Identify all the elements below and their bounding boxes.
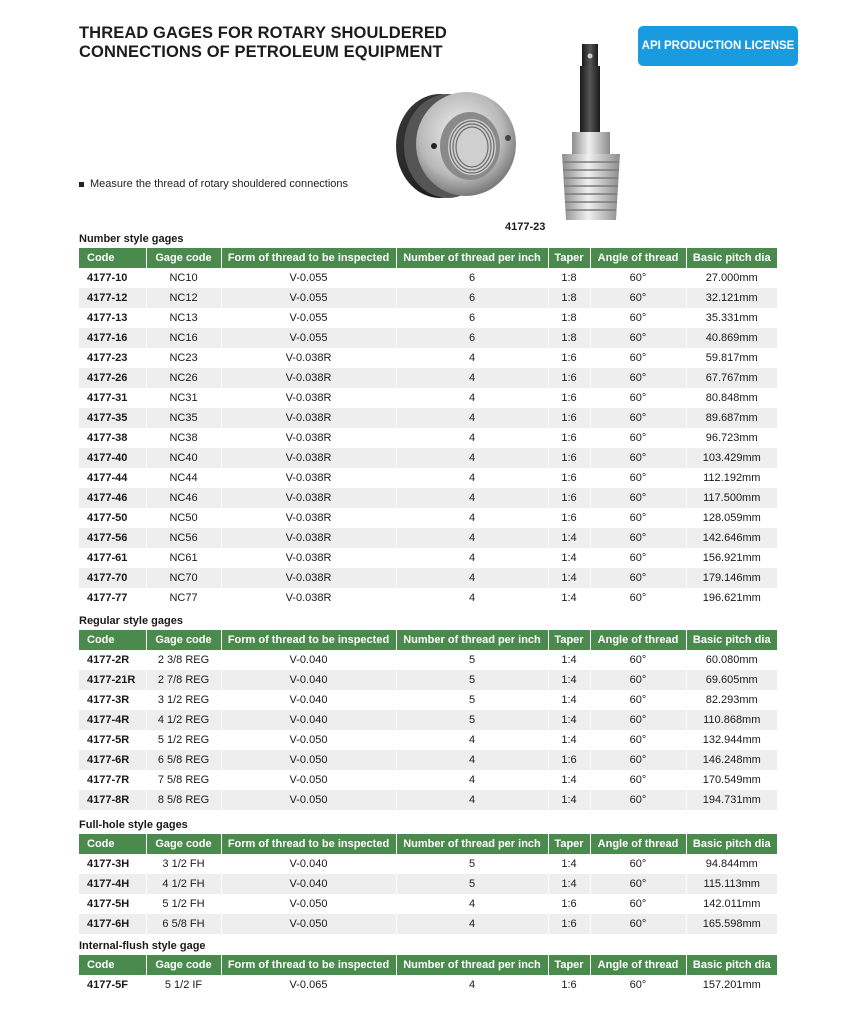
feature-bullet (79, 178, 348, 190)
threads-per-inch-cell: 4 (396, 448, 548, 468)
threads-per-inch-cell: 5 (396, 710, 548, 730)
threads-per-inch-cell: 6 (396, 308, 548, 328)
thread-angle-cell: 60° (590, 854, 686, 874)
thread-form-cell: V-0.038R (221, 428, 396, 448)
code-cell: 4177-70 (79, 568, 146, 588)
column-header-pitch-dia: Basic pitch dia (686, 630, 777, 650)
pitch-dia-cell: 112.192mm (686, 468, 777, 488)
thread-angle-cell: 60° (590, 790, 686, 810)
table-row (79, 368, 777, 388)
taper-cell: 1:4 (548, 790, 590, 810)
thread-angle-cell: 60° (590, 268, 686, 288)
feature-bullet-text: Measure the thread of rotary shouldered connections (90, 178, 349, 190)
gage-code-cell: 4 1/2 REG (146, 710, 221, 730)
pitch-dia-cell: 117.500mm (686, 488, 777, 508)
taper-cell: 1:4 (548, 650, 590, 670)
taper-cell: 1:8 (548, 308, 590, 328)
pitch-dia-cell: 170.549mm (686, 770, 777, 790)
table-row (79, 388, 777, 408)
table-row (79, 588, 777, 608)
gage-code-cell: NC77 (146, 588, 221, 608)
ring-gage-photo (388, 86, 523, 204)
column-header-code: Code (79, 630, 146, 650)
gage-code-cell: NC61 (146, 548, 221, 568)
threads-per-inch-cell: 4 (396, 790, 548, 810)
thread-angle-cell: 60° (590, 288, 686, 308)
thread-angle-cell: 60° (590, 468, 686, 488)
table-row (79, 650, 777, 670)
table-regular-style-gages (79, 630, 777, 810)
taper-cell: 1:6 (548, 894, 590, 914)
threads-per-inch-cell: 4 (396, 568, 548, 588)
code-cell: 4177-8R (79, 790, 146, 810)
threads-per-inch-cell: 4 (396, 750, 548, 770)
code-cell: 4177-5R (79, 730, 146, 750)
table-row (79, 690, 777, 710)
column-header-thread-angle: Angle of thread (590, 630, 686, 650)
pitch-dia-cell: 103.429mm (686, 448, 777, 468)
code-cell: 4177-40 (79, 448, 146, 468)
code-cell: 4177-61 (79, 548, 146, 568)
column-header-gage-code: Gage code (146, 630, 221, 650)
thread-form-cell: V-0.050 (221, 914, 396, 934)
table-header-row (79, 834, 777, 854)
code-cell: 4177-56 (79, 528, 146, 548)
taper-cell: 1:6 (548, 388, 590, 408)
column-header-taper: Taper (548, 834, 590, 854)
table-row (79, 548, 777, 568)
thread-angle-cell: 60° (590, 328, 686, 348)
threads-per-inch-cell: 4 (396, 548, 548, 568)
column-header-pitch-dia: Basic pitch dia (686, 834, 777, 854)
table-row (79, 710, 777, 730)
thread-angle-cell: 60° (590, 568, 686, 588)
threads-per-inch-cell: 5 (396, 690, 548, 710)
pitch-dia-cell: 128.059mm (686, 508, 777, 528)
taper-cell: 1:4 (548, 854, 590, 874)
gage-code-cell: 5 1/2 REG (146, 730, 221, 750)
table-row (79, 508, 777, 528)
pitch-dia-cell: 80.848mm (686, 388, 777, 408)
taper-cell: 1:4 (548, 690, 590, 710)
taper-cell: 1:6 (548, 428, 590, 448)
threads-per-inch-cell: 6 (396, 268, 548, 288)
threads-per-inch-cell: 4 (396, 428, 548, 448)
code-cell: 4177-44 (79, 468, 146, 488)
threads-per-inch-cell: 6 (396, 328, 548, 348)
thread-angle-cell: 60° (590, 690, 686, 710)
column-header-threads-per-inch: Number of thread per inch (396, 248, 548, 268)
column-header-thread-angle: Angle of thread (590, 955, 686, 975)
bullet-square-icon (79, 182, 84, 187)
column-header-pitch-dia: Basic pitch dia (686, 955, 777, 975)
thread-angle-cell: 60° (590, 710, 686, 730)
gage-code-cell: 5 1/2 FH (146, 894, 221, 914)
thread-form-cell: V-0.040 (221, 650, 396, 670)
threads-per-inch-cell: 4 (396, 528, 548, 548)
gage-code-cell: NC13 (146, 308, 221, 328)
thread-form-cell: V-0.050 (221, 770, 396, 790)
thread-angle-cell: 60° (590, 528, 686, 548)
pitch-dia-cell: 110.868mm (686, 710, 777, 730)
thread-form-cell: V-0.050 (221, 730, 396, 750)
column-header-thread-form: Form of thread to be inspected (221, 955, 396, 975)
table-row (79, 348, 777, 368)
column-header-code: Code (79, 248, 146, 268)
gage-code-cell: NC12 (146, 288, 221, 308)
threads-per-inch-cell: 4 (396, 975, 548, 995)
code-cell: 4177-12 (79, 288, 146, 308)
gage-code-cell: NC46 (146, 488, 221, 508)
gage-code-cell: NC56 (146, 528, 221, 548)
threads-per-inch-cell: 4 (396, 488, 548, 508)
thread-form-cell: V-0.038R (221, 548, 396, 568)
thread-angle-cell: 60° (590, 388, 686, 408)
threads-per-inch-cell: 4 (396, 368, 548, 388)
code-cell: 4177-3R (79, 690, 146, 710)
column-header-thread-form: Form of thread to be inspected (221, 630, 396, 650)
taper-cell: 1:6 (548, 750, 590, 770)
pitch-dia-cell: 94.844mm (686, 854, 777, 874)
page-title (79, 24, 499, 62)
column-header-code: Code (79, 955, 146, 975)
code-cell: 4177-77 (79, 588, 146, 608)
column-header-taper: Taper (548, 955, 590, 975)
taper-cell: 1:8 (548, 268, 590, 288)
pitch-dia-cell: 27.000mm (686, 268, 777, 288)
threads-per-inch-cell: 4 (396, 468, 548, 488)
thread-angle-cell: 60° (590, 488, 686, 508)
taper-cell: 1:4 (548, 874, 590, 894)
thread-angle-cell: 60° (590, 670, 686, 690)
code-cell: 4177-46 (79, 488, 146, 508)
gage-code-cell: 5 1/2 IF (146, 975, 221, 995)
code-cell: 4177-3H (79, 854, 146, 874)
threads-per-inch-cell: 4 (396, 348, 548, 368)
pitch-dia-cell: 60.080mm (686, 650, 777, 670)
table-row (79, 914, 777, 934)
pitch-dia-cell: 89.687mm (686, 408, 777, 428)
threads-per-inch-cell: 4 (396, 388, 548, 408)
taper-cell: 1:4 (548, 548, 590, 568)
column-header-threads-per-inch: Number of thread per inch (396, 834, 548, 854)
thread-form-cell: V-0.040 (221, 690, 396, 710)
threads-per-inch-cell: 4 (396, 508, 548, 528)
taper-cell: 1:4 (548, 670, 590, 690)
table-row (79, 328, 777, 348)
code-cell: 4177-38 (79, 428, 146, 448)
thread-angle-cell: 60° (590, 975, 686, 995)
pitch-dia-cell: 157.201mm (686, 975, 777, 995)
thread-angle-cell: 60° (590, 730, 686, 750)
taper-cell: 1:6 (548, 914, 590, 934)
thread-form-cell: V-0.050 (221, 790, 396, 810)
thread-form-cell: V-0.040 (221, 710, 396, 730)
column-header-thread-angle: Angle of thread (590, 248, 686, 268)
pitch-dia-cell: 142.011mm (686, 894, 777, 914)
page-title-line-2: CONNECTIONS OF PETROLEUM EQUIPMENT (79, 43, 443, 61)
pitch-dia-cell: 142.646mm (686, 528, 777, 548)
table-row (79, 770, 777, 790)
thread-angle-cell: 60° (590, 914, 686, 934)
thread-form-cell: V-0.038R (221, 468, 396, 488)
thread-angle-cell: 60° (590, 428, 686, 448)
code-cell: 4177-26 (79, 368, 146, 388)
gage-code-cell: NC70 (146, 568, 221, 588)
table-number-style-gages (79, 248, 777, 608)
code-cell: 4177-16 (79, 328, 146, 348)
thread-form-cell: V-0.038R (221, 568, 396, 588)
taper-cell: 1:4 (548, 770, 590, 790)
column-header-thread-angle: Angle of thread (590, 834, 686, 854)
thread-form-cell: V-0.038R (221, 368, 396, 388)
taper-cell: 1:4 (548, 588, 590, 608)
gage-code-cell: NC40 (146, 448, 221, 468)
column-header-threads-per-inch: Number of thread per inch (396, 630, 548, 650)
gage-code-cell: NC10 (146, 268, 221, 288)
thread-form-cell: V-0.038R (221, 528, 396, 548)
taper-cell: 1:6 (548, 975, 590, 995)
pitch-dia-cell: 132.944mm (686, 730, 777, 750)
code-cell: 4177-13 (79, 308, 146, 328)
thread-angle-cell: 60° (590, 308, 686, 328)
threads-per-inch-cell: 5 (396, 670, 548, 690)
thread-angle-cell: 60° (590, 750, 686, 770)
code-cell: 4177-4R (79, 710, 146, 730)
section-title-regular-style: Regular style gages (79, 615, 183, 627)
pitch-dia-cell: 146.248mm (686, 750, 777, 770)
pitch-dia-cell: 59.817mm (686, 348, 777, 368)
column-header-thread-form: Form of thread to be inspected (221, 248, 396, 268)
table-row (79, 854, 777, 874)
table-header-row (79, 248, 777, 268)
threads-per-inch-cell: 6 (396, 288, 548, 308)
thread-form-cell: V-0.038R (221, 408, 396, 428)
taper-cell: 1:6 (548, 488, 590, 508)
threads-per-inch-cell: 4 (396, 730, 548, 750)
table-row (79, 975, 777, 995)
table-row (79, 874, 777, 894)
column-header-threads-per-inch: Number of thread per inch (396, 955, 548, 975)
table-row (79, 308, 777, 328)
pitch-dia-cell: 96.723mm (686, 428, 777, 448)
code-cell: 4177-6H (79, 914, 146, 934)
code-cell: 4177-6R (79, 750, 146, 770)
thread-form-cell: V-0.038R (221, 588, 396, 608)
code-cell: 4177-5H (79, 894, 146, 914)
column-header-thread-form: Form of thread to be inspected (221, 834, 396, 854)
gage-code-cell: 4 1/2 FH (146, 874, 221, 894)
threads-per-inch-cell: 5 (396, 650, 548, 670)
thread-form-cell: V-0.055 (221, 268, 396, 288)
gage-code-cell: NC26 (146, 368, 221, 388)
pitch-dia-cell: 40.869mm (686, 328, 777, 348)
table-row (79, 468, 777, 488)
table-row (79, 730, 777, 750)
code-cell: 4177-31 (79, 388, 146, 408)
column-header-gage-code: Gage code (146, 248, 221, 268)
table-row (79, 448, 777, 468)
table-row (79, 288, 777, 308)
thread-form-cell: V-0.040 (221, 670, 396, 690)
page-title-line-1: THREAD GAGES FOR ROTARY SHOULDERED (79, 24, 447, 42)
gage-code-cell: NC31 (146, 388, 221, 408)
table-row (79, 408, 777, 428)
section-title-number-style: Number style gages (79, 233, 184, 245)
taper-cell: 1:4 (548, 730, 590, 750)
taper-cell: 1:6 (548, 348, 590, 368)
section-title-internal-flush-style: Internal-flush style gage (79, 940, 206, 952)
thread-form-cell: V-0.038R (221, 488, 396, 508)
taper-cell: 1:6 (548, 468, 590, 488)
threads-per-inch-cell: 4 (396, 408, 548, 428)
pitch-dia-cell: 35.331mm (686, 308, 777, 328)
table-full-hole-style-gages (79, 834, 777, 934)
thread-form-cell: V-0.040 (221, 854, 396, 874)
table-row (79, 568, 777, 588)
thread-angle-cell: 60° (590, 874, 686, 894)
thread-angle-cell: 60° (590, 348, 686, 368)
gage-code-cell: NC16 (146, 328, 221, 348)
gage-code-cell: 3 1/2 FH (146, 854, 221, 874)
gage-code-cell: NC50 (146, 508, 221, 528)
taper-cell: 1:8 (548, 328, 590, 348)
gage-code-cell: 7 5/8 REG (146, 770, 221, 790)
table-row (79, 790, 777, 810)
pitch-dia-cell: 194.731mm (686, 790, 777, 810)
thread-angle-cell: 60° (590, 548, 686, 568)
taper-cell: 1:4 (548, 568, 590, 588)
threads-per-inch-cell: 4 (396, 588, 548, 608)
code-cell: 4177-2R (79, 650, 146, 670)
taper-cell: 1:4 (548, 710, 590, 730)
taper-cell: 1:6 (548, 408, 590, 428)
taper-cell: 1:6 (548, 368, 590, 388)
code-cell: 4177-4H (79, 874, 146, 894)
table-internal-flush-style-gage (79, 955, 777, 995)
gage-code-cell: 6 5/8 FH (146, 914, 221, 934)
pitch-dia-cell: 165.598mm (686, 914, 777, 934)
pitch-dia-cell: 156.921mm (686, 548, 777, 568)
table-row (79, 268, 777, 288)
taper-cell: 1:6 (548, 448, 590, 468)
column-header-taper: Taper (548, 248, 590, 268)
thread-form-cell: V-0.038R (221, 508, 396, 528)
thread-angle-cell: 60° (590, 650, 686, 670)
thread-angle-cell: 60° (590, 448, 686, 468)
thread-angle-cell: 60° (590, 508, 686, 528)
gage-code-cell: NC44 (146, 468, 221, 488)
thread-form-cell: V-0.038R (221, 348, 396, 368)
threads-per-inch-cell: 4 (396, 914, 548, 934)
thread-form-cell: V-0.038R (221, 448, 396, 468)
threads-per-inch-cell: 4 (396, 894, 548, 914)
thread-form-cell: V-0.055 (221, 328, 396, 348)
thread-form-cell: V-0.055 (221, 308, 396, 328)
code-cell: 4177-35 (79, 408, 146, 428)
code-cell: 4177-23 (79, 348, 146, 368)
gage-code-cell: 6 5/8 REG (146, 750, 221, 770)
threads-per-inch-cell: 4 (396, 770, 548, 790)
thread-form-cell: V-0.065 (221, 975, 396, 995)
plug-gage-photo (550, 44, 632, 222)
threads-per-inch-cell: 5 (396, 874, 548, 894)
thread-form-cell: V-0.040 (221, 874, 396, 894)
table-row (79, 894, 777, 914)
thread-angle-cell: 60° (590, 368, 686, 388)
column-header-gage-code: Gage code (146, 955, 221, 975)
table-row (79, 528, 777, 548)
table-row (79, 750, 777, 770)
gage-code-cell: 8 5/8 REG (146, 790, 221, 810)
code-cell: 4177-10 (79, 268, 146, 288)
pitch-dia-cell: 115.113mm (686, 874, 777, 894)
code-cell: 4177-50 (79, 508, 146, 528)
api-production-license-badge: API PRODUCTION LICENSE (638, 26, 798, 66)
pitch-dia-cell: 67.767mm (686, 368, 777, 388)
table-row (79, 670, 777, 690)
column-header-gage-code: Gage code (146, 834, 221, 854)
pitch-dia-cell: 179.146mm (686, 568, 777, 588)
thread-angle-cell: 60° (590, 894, 686, 914)
thread-form-cell: V-0.050 (221, 750, 396, 770)
pitch-dia-cell: 196.621mm (686, 588, 777, 608)
code-cell: 4177-5F (79, 975, 146, 995)
pitch-dia-cell: 82.293mm (686, 690, 777, 710)
section-title-full-hole-style: Full-hole style gages (79, 819, 188, 831)
column-header-taper: Taper (548, 630, 590, 650)
taper-cell: 1:6 (548, 508, 590, 528)
gage-code-cell: 3 1/2 REG (146, 690, 221, 710)
thread-angle-cell: 60° (590, 588, 686, 608)
column-header-code: Code (79, 834, 146, 854)
gage-code-cell: 2 3/8 REG (146, 650, 221, 670)
column-header-pitch-dia: Basic pitch dia (686, 248, 777, 268)
thread-angle-cell: 60° (590, 770, 686, 790)
photo-caption: 4177-23 (505, 221, 546, 233)
pitch-dia-cell: 69.605mm (686, 670, 777, 690)
gage-code-cell: NC38 (146, 428, 221, 448)
code-cell: 4177-21R (79, 670, 146, 690)
thread-form-cell: V-0.055 (221, 288, 396, 308)
taper-cell: 1:4 (548, 528, 590, 548)
threads-per-inch-cell: 5 (396, 854, 548, 874)
pitch-dia-cell: 32.121mm (686, 288, 777, 308)
table-row (79, 488, 777, 508)
taper-cell: 1:8 (548, 288, 590, 308)
gage-code-cell: NC23 (146, 348, 221, 368)
code-cell: 4177-7R (79, 770, 146, 790)
table-row (79, 428, 777, 448)
thread-angle-cell: 60° (590, 408, 686, 428)
gage-code-cell: 2 7/8 REG (146, 670, 221, 690)
thread-form-cell: V-0.050 (221, 894, 396, 914)
table-header-row (79, 955, 777, 975)
gage-code-cell: NC35 (146, 408, 221, 428)
table-header-row (79, 630, 777, 650)
thread-form-cell: V-0.038R (221, 388, 396, 408)
